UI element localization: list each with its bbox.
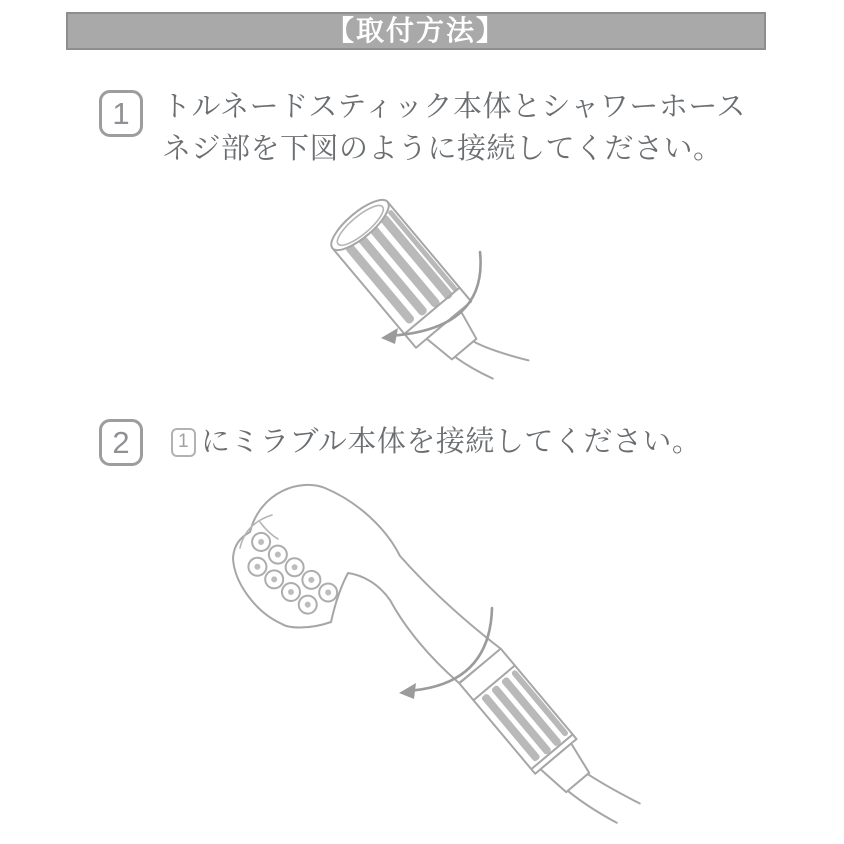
tornado-stick-hose-illustration <box>285 190 555 405</box>
tornado-stick <box>459 644 639 843</box>
shower-head-illustration <box>200 478 680 844</box>
section-header-bar <box>66 12 766 50</box>
step2-instruction-text <box>171 421 701 463</box>
step1-text-line1: トルネードスティック本体とシャワーホース <box>162 91 746 123</box>
step2-text-line: にミラブル本体を接続してください。 <box>201 426 702 458</box>
section-title: 【取付方法】 <box>325 15 506 46</box>
step1-number-badge <box>99 90 143 137</box>
step1-reference-badge <box>171 428 196 457</box>
step1-number: 1 <box>112 95 130 131</box>
step1-instruction-text <box>162 86 746 170</box>
tornado-stick <box>324 190 528 405</box>
step1-reference-number: 1 <box>177 431 190 452</box>
step1-text-line2: ネジ部を下図のように接続してください。 <box>162 133 723 165</box>
step2-number-badge <box>99 419 143 466</box>
step2-number: 2 <box>112 424 130 460</box>
